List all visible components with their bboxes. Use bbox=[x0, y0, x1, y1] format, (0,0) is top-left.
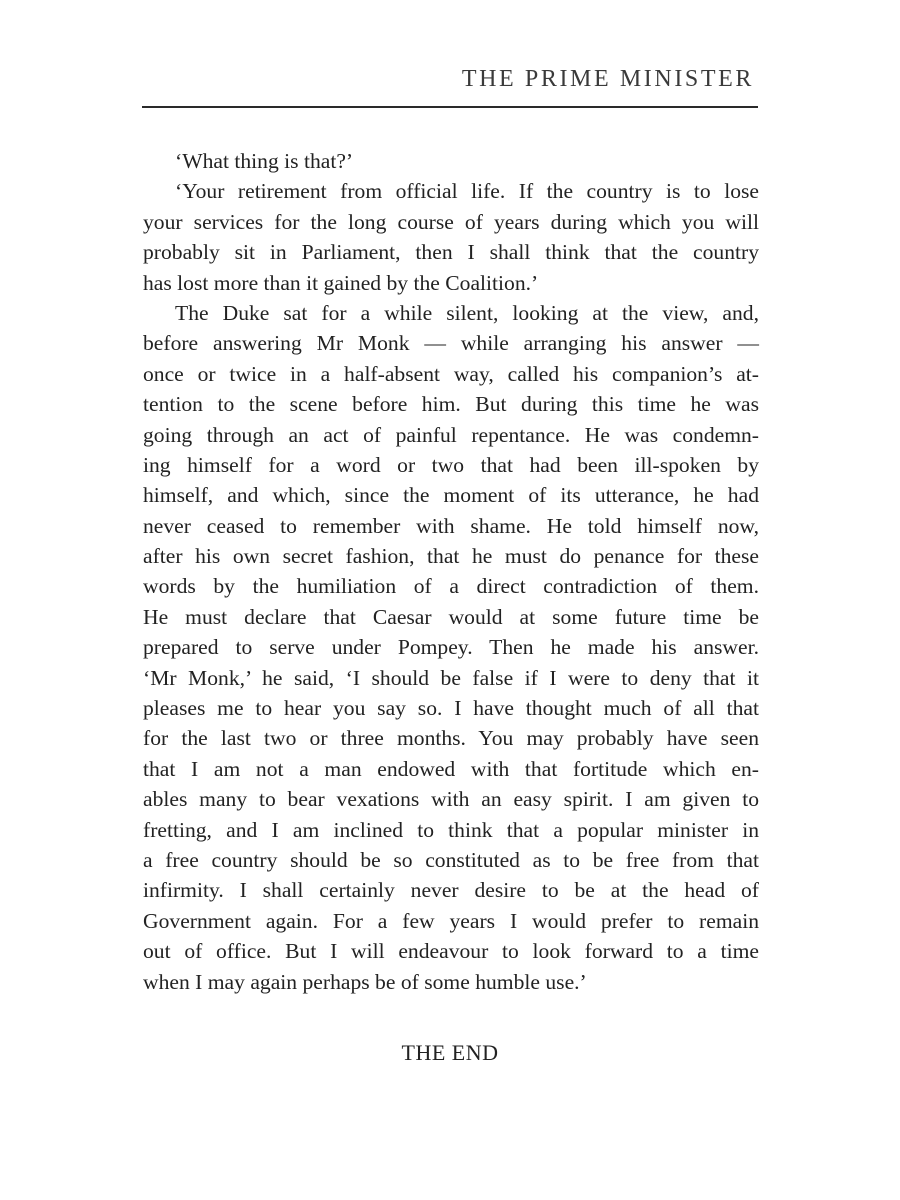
text-line: himself, and which, since the moment of its utterance, he had bbox=[143, 483, 759, 508]
text-line: once or twice in a half-absent way, called his companion’s at- bbox=[143, 361, 759, 386]
text-line: ‘Mr Monk,’ he said, ‘I should be false if I were to deny that it bbox=[143, 665, 759, 690]
text-line: never ceased to remember with shame. He told himself now, bbox=[143, 513, 759, 538]
the-end-heading: THE END bbox=[401, 1040, 499, 1065]
text-line: going through an act of painful repentance. He was condemn- bbox=[143, 422, 759, 447]
text-line: ables many to bear vexations with an easy spirit. I am given to bbox=[143, 787, 759, 812]
text-line: when I may again perhaps be of some humble use.’ bbox=[143, 969, 587, 994]
text-line: a free country should be so constituted as to be free from that bbox=[143, 847, 759, 872]
header-rule bbox=[142, 106, 758, 108]
text-line: your services for the long course of years during which you will bbox=[143, 209, 759, 234]
text-line: ‘Your retirement from official life. If the country is to lose bbox=[175, 179, 759, 204]
text-line: pleases me to hear you say so. I have thought much of all that bbox=[143, 696, 759, 721]
text-line: tention to the scene before him. But during this time he was bbox=[143, 392, 759, 417]
text-line: He must declare that Caesar would at some future time be bbox=[143, 604, 759, 629]
text-line: before answering Mr Monk — while arranging his answer — bbox=[143, 331, 759, 356]
text-line: has lost more than it gained by the Coalition.’ bbox=[143, 270, 539, 295]
text-line: Government again. For a few years I would prefer to remain bbox=[143, 908, 759, 933]
text-line: after his own secret fashion, that he must do penance for these bbox=[143, 544, 759, 569]
text-line: ing himself for a word or two that had been ill-spoken by bbox=[143, 452, 759, 477]
text-line: The Duke sat for a while silent, looking at the view, and, bbox=[175, 300, 759, 325]
running-head: THE PRIME MINISTER bbox=[461, 66, 754, 92]
text-line: prepared to serve under Pompey. Then he made his answer. bbox=[143, 635, 759, 660]
text-line: that I am not a man endowed with that fortitude which en- bbox=[143, 756, 759, 781]
body-text bbox=[143, 146, 759, 997]
text-line: for the last two or three months. You may probably have seen bbox=[143, 726, 759, 751]
text-line: words by the humiliation of a direct contradiction of them. bbox=[143, 574, 759, 599]
text-line: out of office. But I will endeavour to look forward to a time bbox=[143, 939, 759, 964]
text-line: ‘What thing is that?’ bbox=[175, 149, 354, 173]
text-line: infirmity. I shall certainly never desire to be at the head of bbox=[143, 878, 759, 903]
text-line: fretting, and I am inclined to think that a popular minister in bbox=[143, 817, 759, 842]
text-line: probably sit in Parliament, then I shall think that the country bbox=[143, 240, 759, 265]
